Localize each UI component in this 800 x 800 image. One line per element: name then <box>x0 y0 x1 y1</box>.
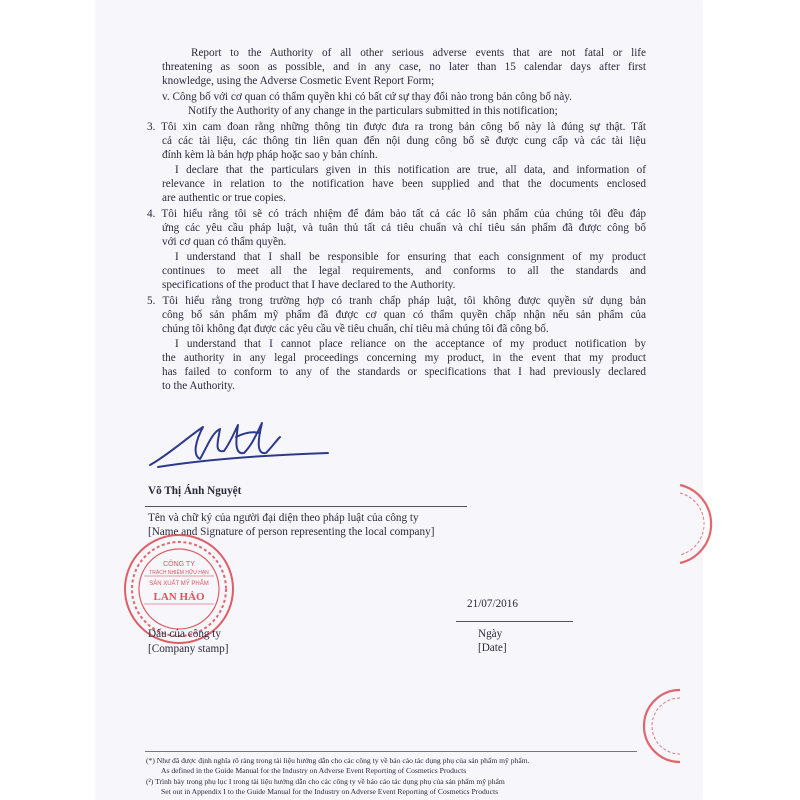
stamp-text-line2: TRÁCH NHIỆM HỮU HẠN <box>149 570 209 576</box>
report-line-1: Report to the Authority of all other serious adverse events that are not fatal or life <box>191 47 646 59</box>
handwritten-signature <box>148 415 333 475</box>
date-label-vi: Ngày <box>478 628 503 640</box>
date-label-en: [Date] <box>478 642 507 654</box>
item4-en-line-3: specifications of the product that I have declared to the Authority. <box>162 279 456 291</box>
item3-vi-line-1: 3. Tôi xin cam đoan rằng những thông tin được đưa ra trong bản công bố này là đúng sự thật. Tất <box>147 121 646 133</box>
report-line-3: knowledge, using the Adverse Cosmetic Event Report Form; <box>162 75 435 87</box>
item4-vi-line-1: 4. Tôi hiểu rằng tôi sẽ có trách nhiệm để đảm bảo tất cả các lô sản phẩm của chúng tôi đều đáp <box>147 208 646 220</box>
date-line <box>456 621 573 622</box>
footnote-2-vi: (²) Trình bày trong phụ lục I trong tài liệu hướng dẫn cho các công ty về báo cáo tác dụng phụ của sản phẩm mỹ phẩm <box>146 777 505 786</box>
stamp-text-line4: LAN HẢO <box>153 591 205 603</box>
item3-vi-line-3: đính kèm là bản hợp pháp hoặc sao y bản chính. <box>162 149 378 161</box>
item3-en-line-2: relevance in relation to the notification have been supplied and that the documents enclosed <box>162 178 646 190</box>
item-v-vietnamese: v. Công bố với cơ quan có thẩm quyền khi có bất cứ sự thay đổi nào trong bản công bố này. <box>162 91 572 103</box>
right-edge-stamp-top <box>678 483 702 565</box>
footnote-2-en: Set out in Appendix I to the Guide Manual for the Industry on Adverse Event Reporting of Cosmetics Products <box>161 787 499 796</box>
date-value: 21/07/2016 <box>467 598 518 610</box>
item4-vi-line-3: với cơ quan có thẩm quyền. <box>162 236 287 248</box>
item4-en-line-1: I understand that I shall be responsible for ensuring that each consignment of my product <box>175 251 646 263</box>
stamp-text-line1: CÔNG TY <box>163 561 195 568</box>
stamp-text-line3: SẢN XUẤT MỸ PHẨM <box>149 581 209 587</box>
stamp-label-en: [Company stamp] <box>148 643 229 655</box>
item5-en-line-2: the authority in any legal proceedings concerning my product, in the event that my product <box>162 352 646 364</box>
item3-vi-line-2: cả các tài liệu, các thông tin liên quan đến nội dung công bố sẽ được cung cấp và các tài liệu <box>162 135 646 147</box>
item5-vi-line-3: chúng tôi không đạt được các yêu cầu về tiêu chuẩn, chỉ tiêu mà chúng tôi đã công bố. <box>162 323 549 335</box>
item5-en-line-1: I understand that I cannot place reliance on the acceptance of my product notification by <box>175 338 646 350</box>
item5-vi-line-1: 5. Tôi hiểu rằng trong trường hợp có tranh chấp pháp luật, tôi không được quyền sử dụng bản <box>147 295 646 307</box>
item5-en-line-3: has failed to conform to any of the standards or specifications that I had previously declared <box>162 366 646 378</box>
item3-en-line-1: I declare that the particulars given in this notification are true, all data, and information of <box>175 164 646 176</box>
right-edge-stamp-bottom <box>658 688 684 764</box>
signature-label-vi: Tên và chữ ký của người đại diện theo pháp luật của công ty <box>148 512 419 524</box>
item5-en-line-4: to the Authority. <box>162 380 235 392</box>
report-line-2: threatening as soon as possible, and in any case, no later than 15 calendar days after first <box>162 61 646 73</box>
signature-label-en: [Name and Signature of person representing the local company] <box>148 526 435 538</box>
footnote-1-en: As defined in the Guide Manual for the Industry on Adverse Event Reporting of Cosmetics Products <box>161 766 467 775</box>
item4-vi-line-2: ứng các yêu cầu pháp luật, và tuân thủ tất cả tiêu chuẩn và chỉ tiêu sản phẩm đã được công bố <box>162 222 646 234</box>
signature-line <box>145 506 467 507</box>
item5-vi-line-2: công bố sản phẩm mỹ phẩm đã được cơ quan có thẩm quyền chấp nhận nếu sản phẩm của <box>162 309 646 321</box>
item3-en-line-3: are authentic or true copies. <box>162 192 286 204</box>
signer-name: Võ Thị Ánh Nguyệt <box>148 485 242 497</box>
item-v-english: Notify the Authority of any change in the particulars submitted in this notification; <box>188 105 558 117</box>
stamp-label-vi: Dấu của công ty <box>148 628 222 640</box>
footnote-1-vi: (*) Như đã được định nghĩa rõ ràng trong tài liệu hướng dẫn cho các công ty về báo cáo tác dụng phụ của sản phẩm mỹ phẩm. <box>146 756 530 765</box>
footnote-divider <box>145 751 637 752</box>
item4-en-line-2: continues to meet all the legal requirements, and conforms to all the standards and <box>162 265 646 277</box>
